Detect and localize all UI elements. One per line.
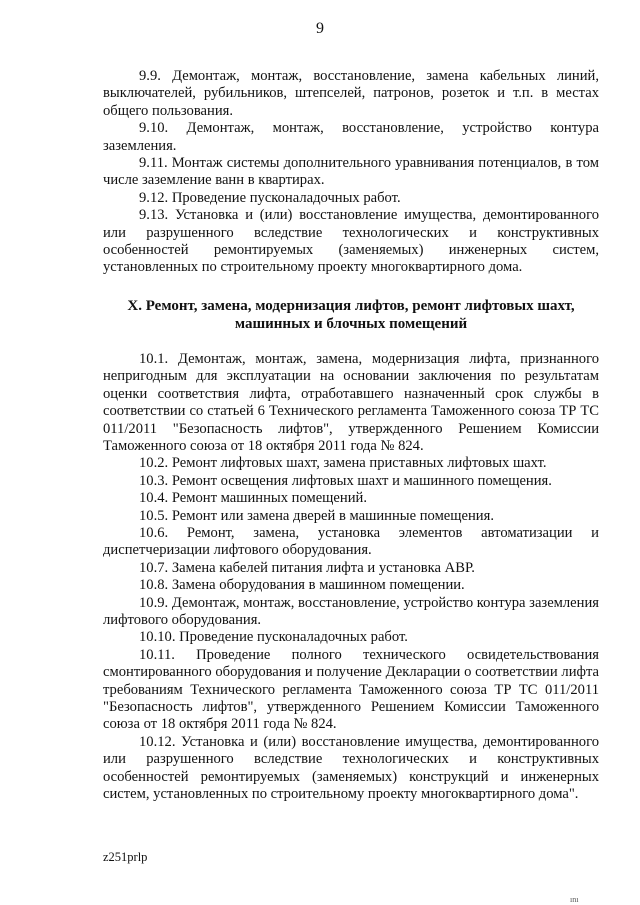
section-heading-line-1: X. Ремонт, замена, модернизация лифтов, ремонт лифтовых шахт, [127, 297, 575, 314]
paragraph-10-11: 10.11. Проведение полного технического освидетельствования смонтированного оборудования и получение Декларации о соответствии лифта требованиям Технического регламента Таможенного союза ТР ТС 011/2011 "Безопасность лифтов", утвержденного Решением Комиссии Таможенного союза от 18 октября 2011 года № 824. [103, 646, 599, 733]
paragraph-10-9: 10.9. Демонтаж, монтаж, восстановление, устройство контура заземления лифтового оборудования. [103, 594, 599, 628]
paragraph-10-4: 10.4. Ремонт машинных помещений. [139, 490, 367, 507]
document-body [103, 68, 599, 803]
paragraph-10-3: 10.3. Ремонт освещения лифтовых шахт и машинного помещения. [139, 472, 552, 489]
paragraph-10-12: 10.12. Установка и (или) восстановление имущества, демонтированного или разрушенного вследствие технологических и конструктивных особенностей ремонтируемых (заменяемых) конструкций и инженерных систем, установленных по строительному проекту многоквартирного дома". [103, 733, 599, 803]
section-9 [103, 68, 599, 277]
paragraph-10-1: 10.1. Демонтаж, монтаж, замена, модернизация лифта, признанного непригодным для эксплуатации на основании заключения по результатам оценки соответствия лифта, отработавшего назначенный срок службы в соответствии со статьей 6 Технического регламента Таможенного союза ТР ТС 011/2011 "Безопасность лифтов", утвержденного Решением Комиссии Таможенного союза от 18 октября 2011 года № 824. [103, 350, 599, 454]
paragraph-10-2: 10.2. Ремонт лифтовых шахт, замена приставных лифтовых шахт. [139, 455, 547, 472]
paragraph-10-8: 10.8. Замена оборудования в машинном помещении. [139, 577, 465, 594]
paragraph-9-11: 9.11. Монтаж системы дополнительного уравнивания потенциалов, в том числе заземление ванн в квартирах. [103, 155, 599, 189]
page-number: 9 [316, 20, 324, 37]
corner-mark: ını [570, 895, 579, 904]
paragraph-10-5: 10.5. Ремонт или замена дверей в машинные помещения. [139, 507, 494, 524]
section-heading [103, 297, 599, 333]
section-10 [103, 351, 599, 804]
section-heading-line-2: машинных и блочных помещений [234, 315, 468, 332]
document-code: z251prlp [103, 850, 148, 864]
paragraph-9-12: 9.12. Проведение пусконаладочных работ. [139, 189, 401, 206]
paragraph-9-9: 9.9. Демонтаж, монтаж, восстановление, замена кабельных линий, выключателей, рубильников, штепселей, патронов, розеток и т.п. в местах общего пользования. [103, 68, 599, 119]
paragraph-10-10: 10.10. Проведение пусконаладочных работ. [139, 629, 408, 646]
paragraph-9-13: 9.13. Установка и (или) восстановление имущества, демонтированного или разрушенного вследствие технологических и конструктивных особенностей ремонтируемых (заменяемых) инженерных систем, установленных по строительному проекту многоквартирного дома. [103, 207, 599, 276]
paragraph-10-7: 10.7. Замена кабелей питания лифта и установка АВР. [139, 559, 475, 576]
paragraph-9-10: 9.10. Демонтаж, монтаж, восстановление, устройство контура заземления. [103, 120, 599, 154]
paragraph-10-6: 10.6. Ремонт, замена, установка элементов автоматизации и диспетчеризации лифтового оборудования. [103, 524, 599, 559]
